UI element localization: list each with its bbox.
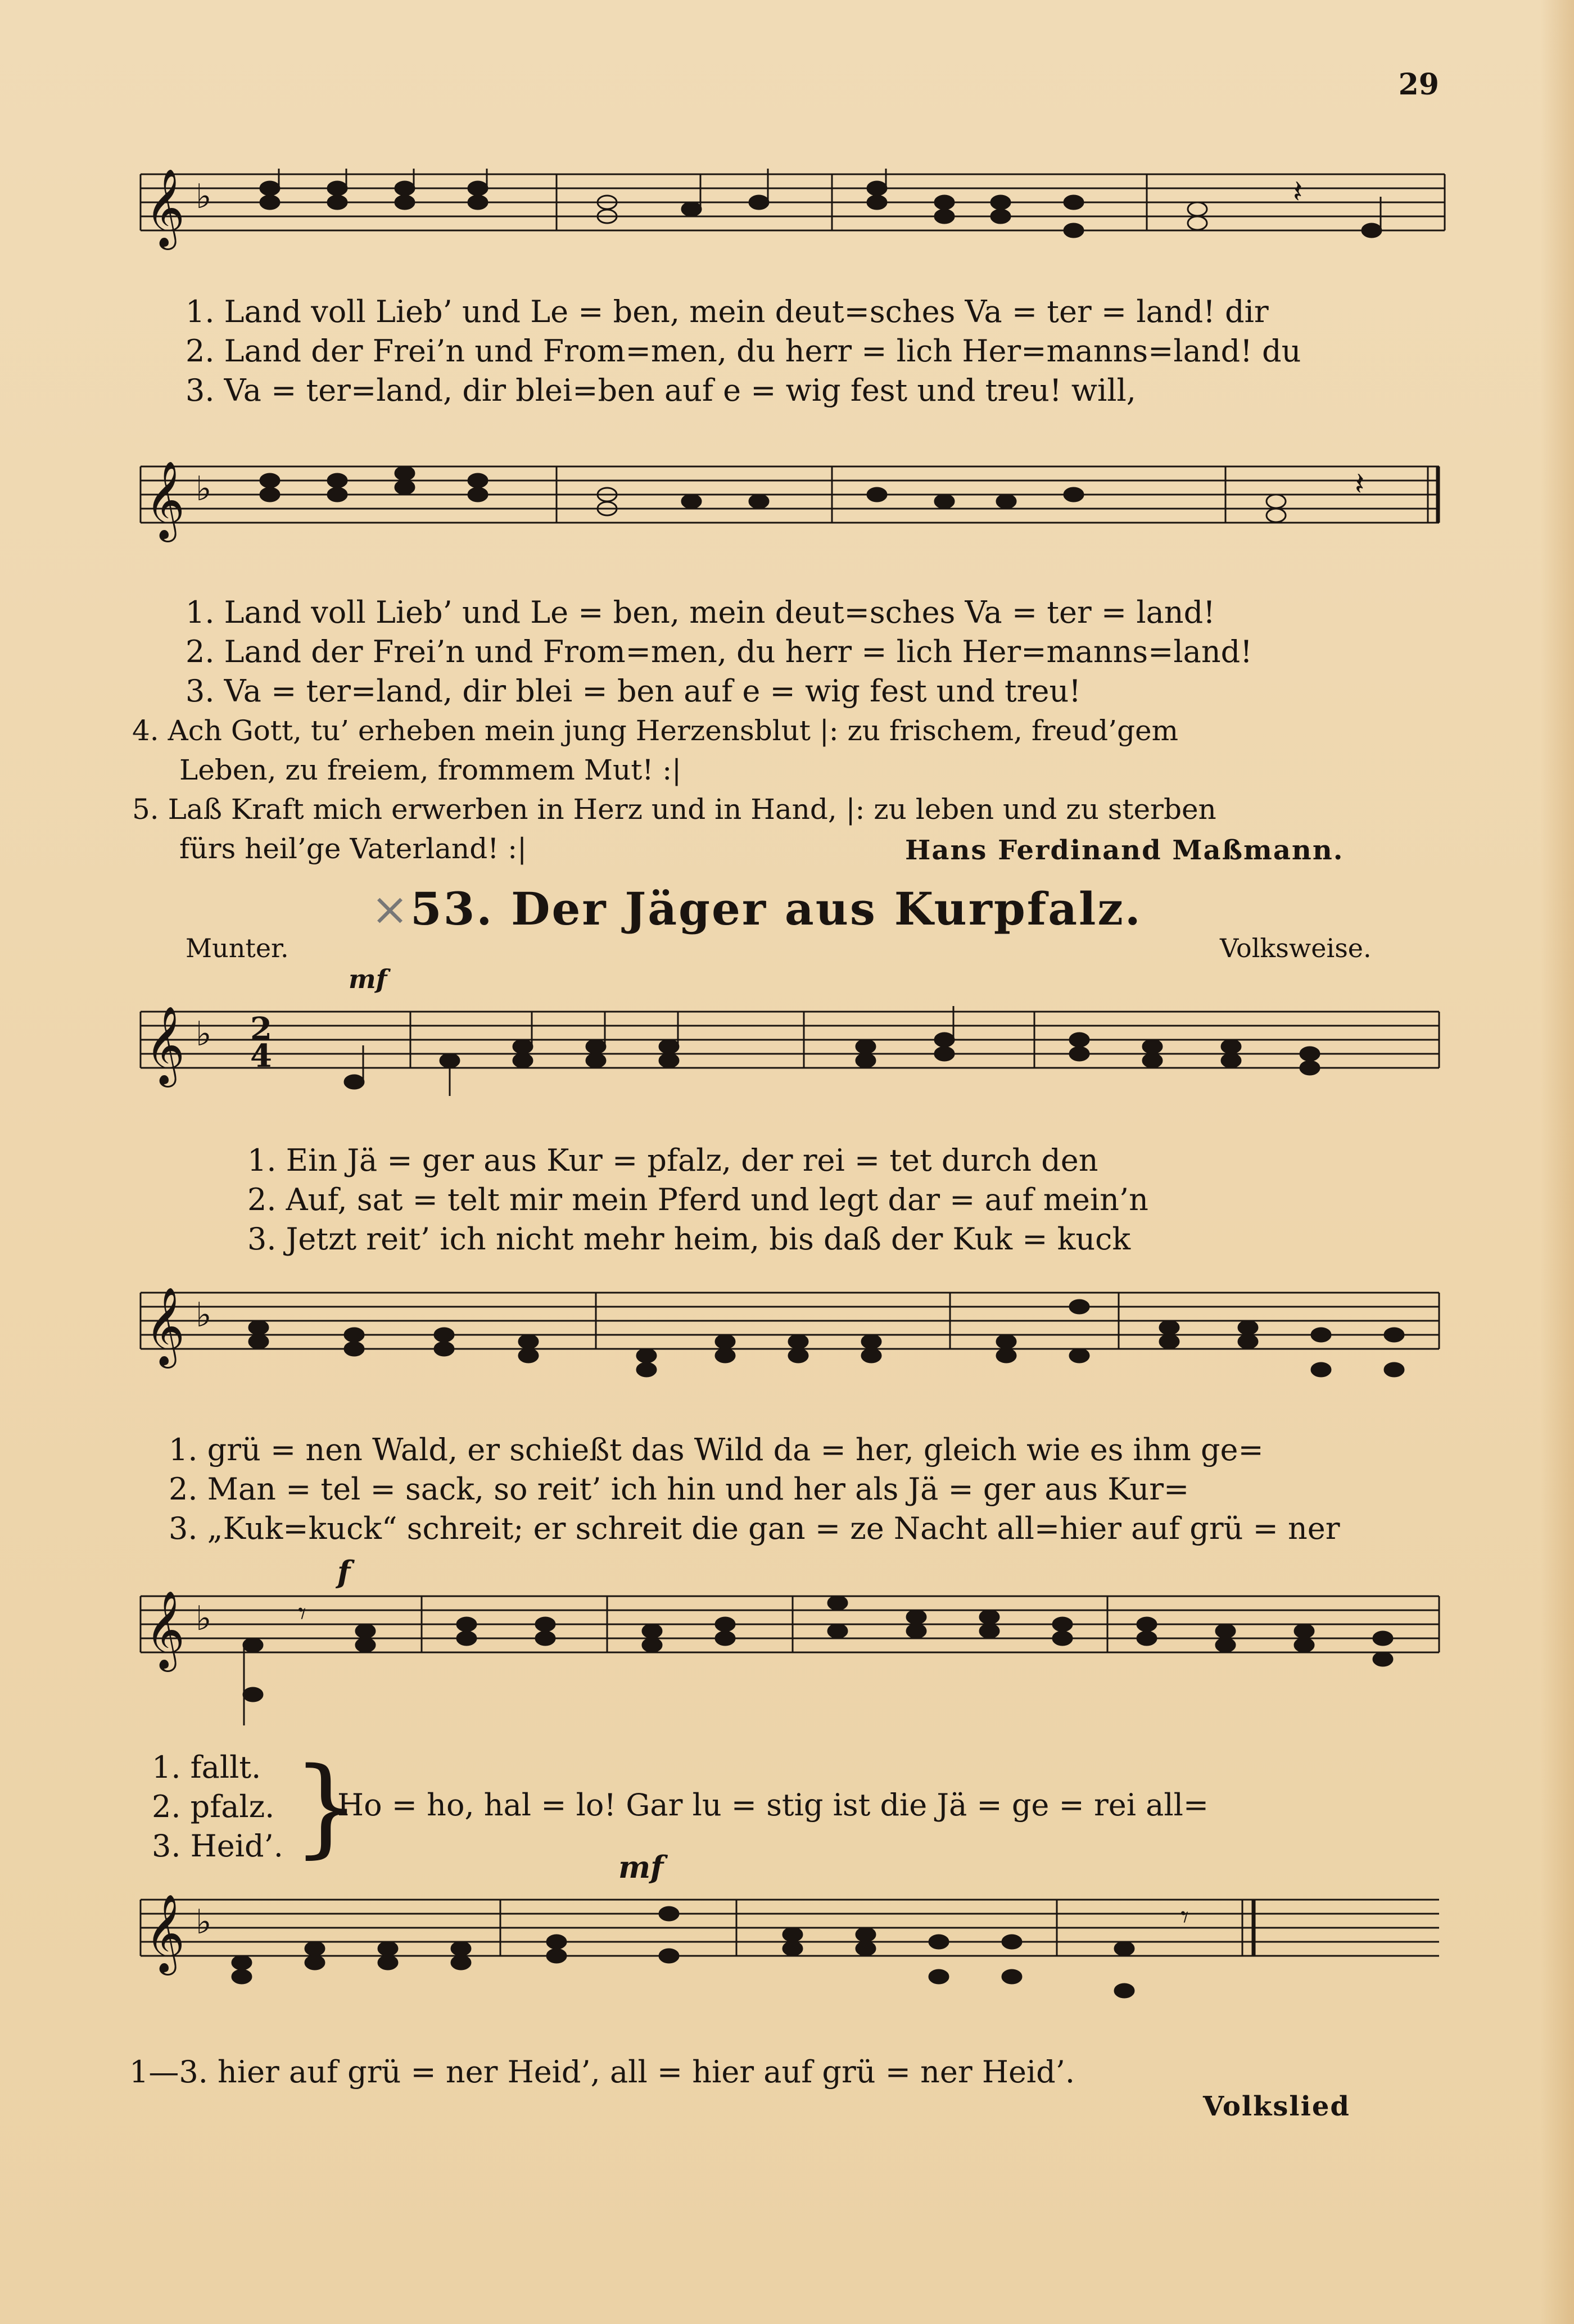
- svg-text:2: 2: [250, 1011, 272, 1048]
- staff-song-2: [129, 1287, 1450, 1416]
- svg-text:♭: ♭: [196, 1902, 212, 1942]
- svg-text:♭: ♭: [196, 1014, 212, 1054]
- hymn-system2-lyrics: [186, 593, 1252, 711]
- stanza-line: fürs heil’ge Vaterland! :|: [179, 832, 527, 865]
- hymn-system1-lyrics: [186, 292, 1301, 410]
- stanza-line: Leben, zu freiem, frommem Mut! :|: [179, 754, 681, 786]
- cross-mark-icon: ×: [371, 883, 411, 935]
- dynamic-mf-2: mf: [618, 1849, 664, 1885]
- staff-song-4: [129, 1894, 1450, 2040]
- tempo-marking: Munter.: [186, 933, 289, 963]
- svg-text:♭: ♭: [196, 177, 212, 216]
- lyric-line: 3. Va = ter=land, dir blei=ben auf e = wig fest und treu! will,: [186, 373, 1136, 408]
- lyric-line: 1. Land voll Lieb’ und Le = ben, mein deut=sches Va = ter = land!: [186, 595, 1215, 630]
- lyric-line: 3. Va = ter=land, dir blei = ben auf e = wig fest und treu!: [186, 673, 1081, 709]
- lyric-line: 2. Land der Frei’n und From=men, du herr = lich Her=manns=land!: [186, 634, 1252, 669]
- stanza-4: [132, 711, 1178, 790]
- svg-text:♭: ♭: [196, 1599, 212, 1638]
- svg-text:𝄞: 𝄞: [145, 1591, 185, 1669]
- origin-credit: Volksweise.: [1220, 933, 1372, 963]
- svg-text:♭: ♭: [196, 469, 212, 509]
- brace-icon: }: [292, 1745, 360, 1869]
- svg-text:𝄾: 𝄾: [1180, 1899, 1189, 1936]
- stanza-line: Ach Gott, tu’ erheben mein jung Herzensblut |: zu frischem, freud’gem: [168, 714, 1179, 747]
- svg-text:𝄞: 𝄞: [145, 461, 185, 539]
- stanza-number: 5.: [132, 793, 159, 826]
- dynamic-f: f: [337, 1554, 351, 1590]
- svg-text:♭: ♭: [196, 1295, 212, 1335]
- page-number: 29: [1398, 67, 1439, 102]
- refrain-number: 2. pfalz.: [152, 1789, 275, 1824]
- lyric-line: 2. Land der Frei’n und From=men, du herr = lich Her=manns=land! du: [186, 333, 1301, 369]
- svg-text:𝄞: 𝄞: [145, 1894, 185, 1972]
- svg-text:𝄞: 𝄞: [145, 1287, 185, 1365]
- lyric-line: 1. Ein Jä = ger aus Kur = pfalz, der rei = tet durch den: [247, 1143, 1098, 1178]
- svg-text:𝄞: 𝄞: [145, 1006, 185, 1084]
- stanza-number: 4.: [132, 714, 159, 747]
- svg-text:𝄾: 𝄾: [298, 1596, 306, 1632]
- lyric-line: 2. Auf, sat = telt mir mein Pferd und legt dar = auf mein’n: [247, 1182, 1148, 1217]
- song-title: [371, 882, 1142, 935]
- lyric-line: 1. Land voll Lieb’ und Le = ben, mein deut=sches Va = ter = land! dir: [186, 294, 1269, 329]
- author-credit: Hans Ferdinand Maßmann.: [905, 835, 1344, 866]
- refrain-number: 3. Heid’.: [152, 1828, 283, 1864]
- svg-text:4: 4: [250, 1038, 272, 1075]
- lyric-line: 3. Jetzt reit’ ich nicht mehr heim, bis daß der Kuk = kuck: [247, 1221, 1131, 1257]
- refrain-number: 1. fallt.: [152, 1750, 261, 1785]
- dynamic-mf: mf: [349, 964, 387, 994]
- song-title-text: 53. Der Jäger aus Kurpfalz.: [410, 882, 1142, 935]
- staff-song-3: [129, 1591, 1450, 1737]
- staff-hymn-2: [129, 461, 1450, 585]
- staff-song-1: [129, 1006, 1450, 1130]
- page-edge-shadow: [1540, 0, 1574, 2324]
- svg-text:𝄽: 𝄽: [1293, 174, 1303, 210]
- svg-text:𝄽: 𝄽: [1355, 466, 1365, 502]
- song-system1-lyrics: [247, 1141, 1148, 1259]
- refrain-numbers: [152, 1748, 283, 1866]
- song-system2-lyrics: [169, 1430, 1340, 1548]
- lyric-line: 2. Man = tel = sack, so reit’ ich hin und her als Jä = ger aus Kur=: [169, 1471, 1189, 1507]
- source-credit: Volkslied: [1203, 2091, 1350, 2122]
- final-lyric: 1—3. hier auf grü = ner Heid’, all = hier auf grü = ner Heid’.: [129, 2054, 1075, 2090]
- lyric-line: 1. grü = nen Wald, er schießt das Wild da = her, gleich wie es ihm ge=: [169, 1432, 1264, 1467]
- refrain-lyric: Ho = ho, hal = lo! Gar lu = stig ist die Jä = ge = rei all=: [337, 1787, 1209, 1823]
- lyric-line: 3. „Kuk=kuck“ schreit; er schreit die gan = ze Nacht all=hier auf grü = ner: [169, 1511, 1340, 1546]
- staff-hymn-1: [129, 169, 1450, 292]
- stanza-line: Laß Kraft mich erwerben in Herz und in Hand, |: zu leben und zu sterben: [168, 793, 1216, 826]
- svg-text:𝄞: 𝄞: [145, 169, 185, 247]
